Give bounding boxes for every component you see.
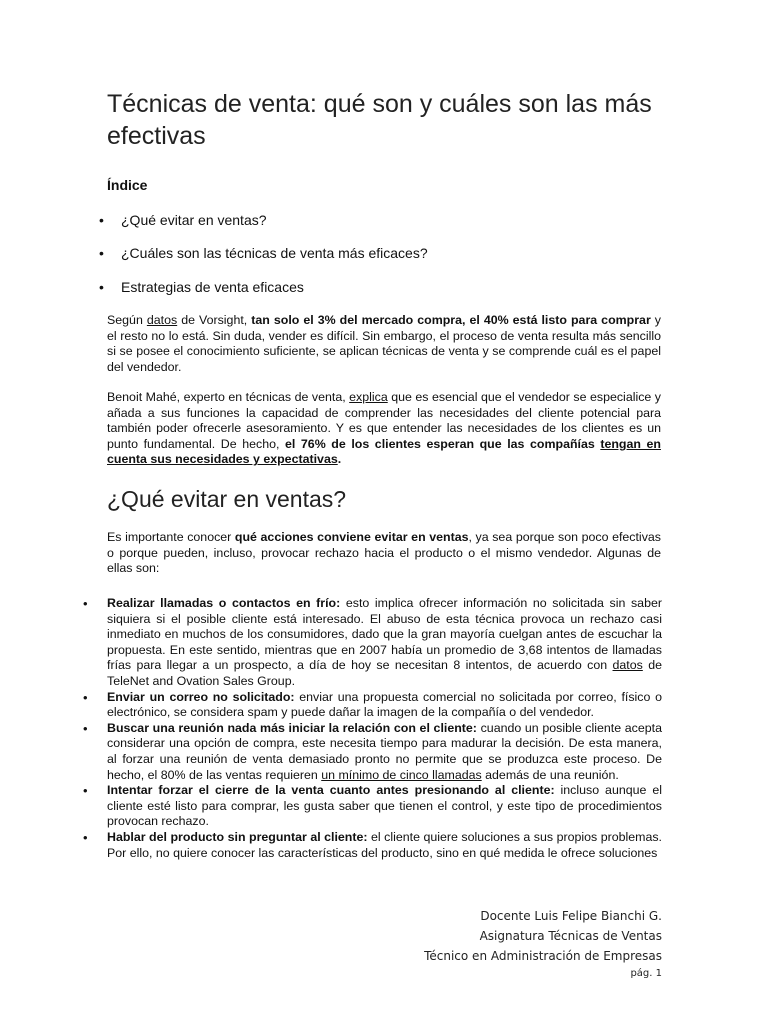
list-item: • Intentar forzar el cierre de la venta cuanto antes presionando al cliente: incluso aunque el cliente esté listo para comprar, les gusta saber que tienen el control, y este tipo de procedimientos provocan rechazo. bbox=[107, 783, 662, 830]
list-item: • Buscar una reunión nada más iniciar la relación con el cliente: cuando un posible cliente acepta considerar una opción de compra, este necesita tiempo para madurar la decisión. De esta manera, al forzar una reunión de venta demasiado pronto no permite que se produzca este proceso. De hecho, el 80% de las ventas requieren un mínimo de cinco llamadas además de una reunión. bbox=[107, 721, 662, 783]
section-heading-que-evitar: ¿Qué evitar en ventas? bbox=[107, 486, 347, 512]
link-necesidades-expectativas[interactable]: tengan en cuenta sus necesidades y expectativas bbox=[107, 436, 661, 467]
toc-item-que-evitar[interactable]: • ¿Qué evitar en ventas? bbox=[121, 211, 681, 229]
link-datos-telenet[interactable]: datos bbox=[612, 658, 643, 673]
footer-subject: Asignatura Técnicas de Ventas bbox=[479, 929, 662, 943]
index-label: Índice bbox=[107, 177, 148, 193]
paragraph-acciones-evitar: Es importante conocer qué acciones conviene evitar en ventas, ya sea porque son poco efectivas o porque pueden, incluso, provocar rechazo hacia el producto o el mismo vendedor. Algunas de ellas son: bbox=[107, 530, 661, 576]
avoid-actions-list bbox=[107, 596, 662, 861]
page-footer bbox=[424, 906, 662, 982]
list-item: • Realizar llamadas o contactos en frío: esto implica ofrecer información no solicitada sin saber siquiera si el posible cliente está interesado. El abuso de esta técnica provoca un rechazo casi inmediato en muchos de los consumidores, dado que la gran mayoría cuelgan antes de escuchar la propuesta. En este sentido, mientras que en 2007 había un promedio de 3,68 intentos de llamadas frías para llegar a un prospecto, a día de hoy se necesitan 8 intentos, de acuerdo con datos de TeleNet and Ovation Sales Group. bbox=[107, 596, 662, 690]
footer-program: Técnico en Administración de Empresas bbox=[424, 949, 662, 963]
link-cinco-llamadas[interactable]: un mínimo de cinco llamadas bbox=[321, 767, 482, 782]
list-item: • Enviar un correo no solicitado: enviar una propuesta comercial no solicitada por correo, físico o electrónico, se considera spam y puede dañar la imagen de la compañía o del vendedor. bbox=[107, 690, 662, 721]
paragraph-benoit-mahe: Benoit Mahé, experto en técnicas de venta, explica que es esencial que el vendedor se especialice y añada a sus funciones la capacidad de comprender las necesidades del cliente potencial para también poder ofrecerle asesoramiento. Y es que entender las necesidades de los clientes es un punto fundamental. De hecho, el 76% de los clientes esperan que las compañías tengan en cuenta sus necesidades y expectativas. bbox=[107, 390, 661, 467]
paragraph-vorsight: Según datos de Vorsight, tan solo el 3% del mercado compra, el 40% está listo para comprar y el resto no lo está. Sin duda, vender es difícil. Sin embargo, el proceso de venta resulta más sencillo si se posee el conocimiento suficiente, se aplican técnicas de venta y se comprende cuál es el papel del vendedor. bbox=[107, 313, 661, 374]
toc-item-estrategias[interactable]: • Estrategias de venta eficaces bbox=[121, 278, 681, 296]
footer-teacher: Docente Luis Felipe Bianchi G. bbox=[480, 909, 662, 923]
list-item: • Hablar del producto sin preguntar al cliente: el cliente quiere soluciones a sus propios problemas. Por ello, no quiere conocer las características del producto, sino en qué medida le ofrece soluciones bbox=[107, 830, 662, 861]
toc-item-tecnicas-eficaces[interactable]: • ¿Cuáles son las técnicas de venta más eficaces? bbox=[121, 244, 681, 262]
link-datos[interactable]: datos bbox=[146, 313, 178, 327]
link-explica[interactable]: explica bbox=[349, 390, 388, 404]
page-number: pág. 1 bbox=[630, 968, 662, 979]
document-title: Técnicas de venta: qué son y cuáles son las más efectivas bbox=[107, 90, 652, 150]
